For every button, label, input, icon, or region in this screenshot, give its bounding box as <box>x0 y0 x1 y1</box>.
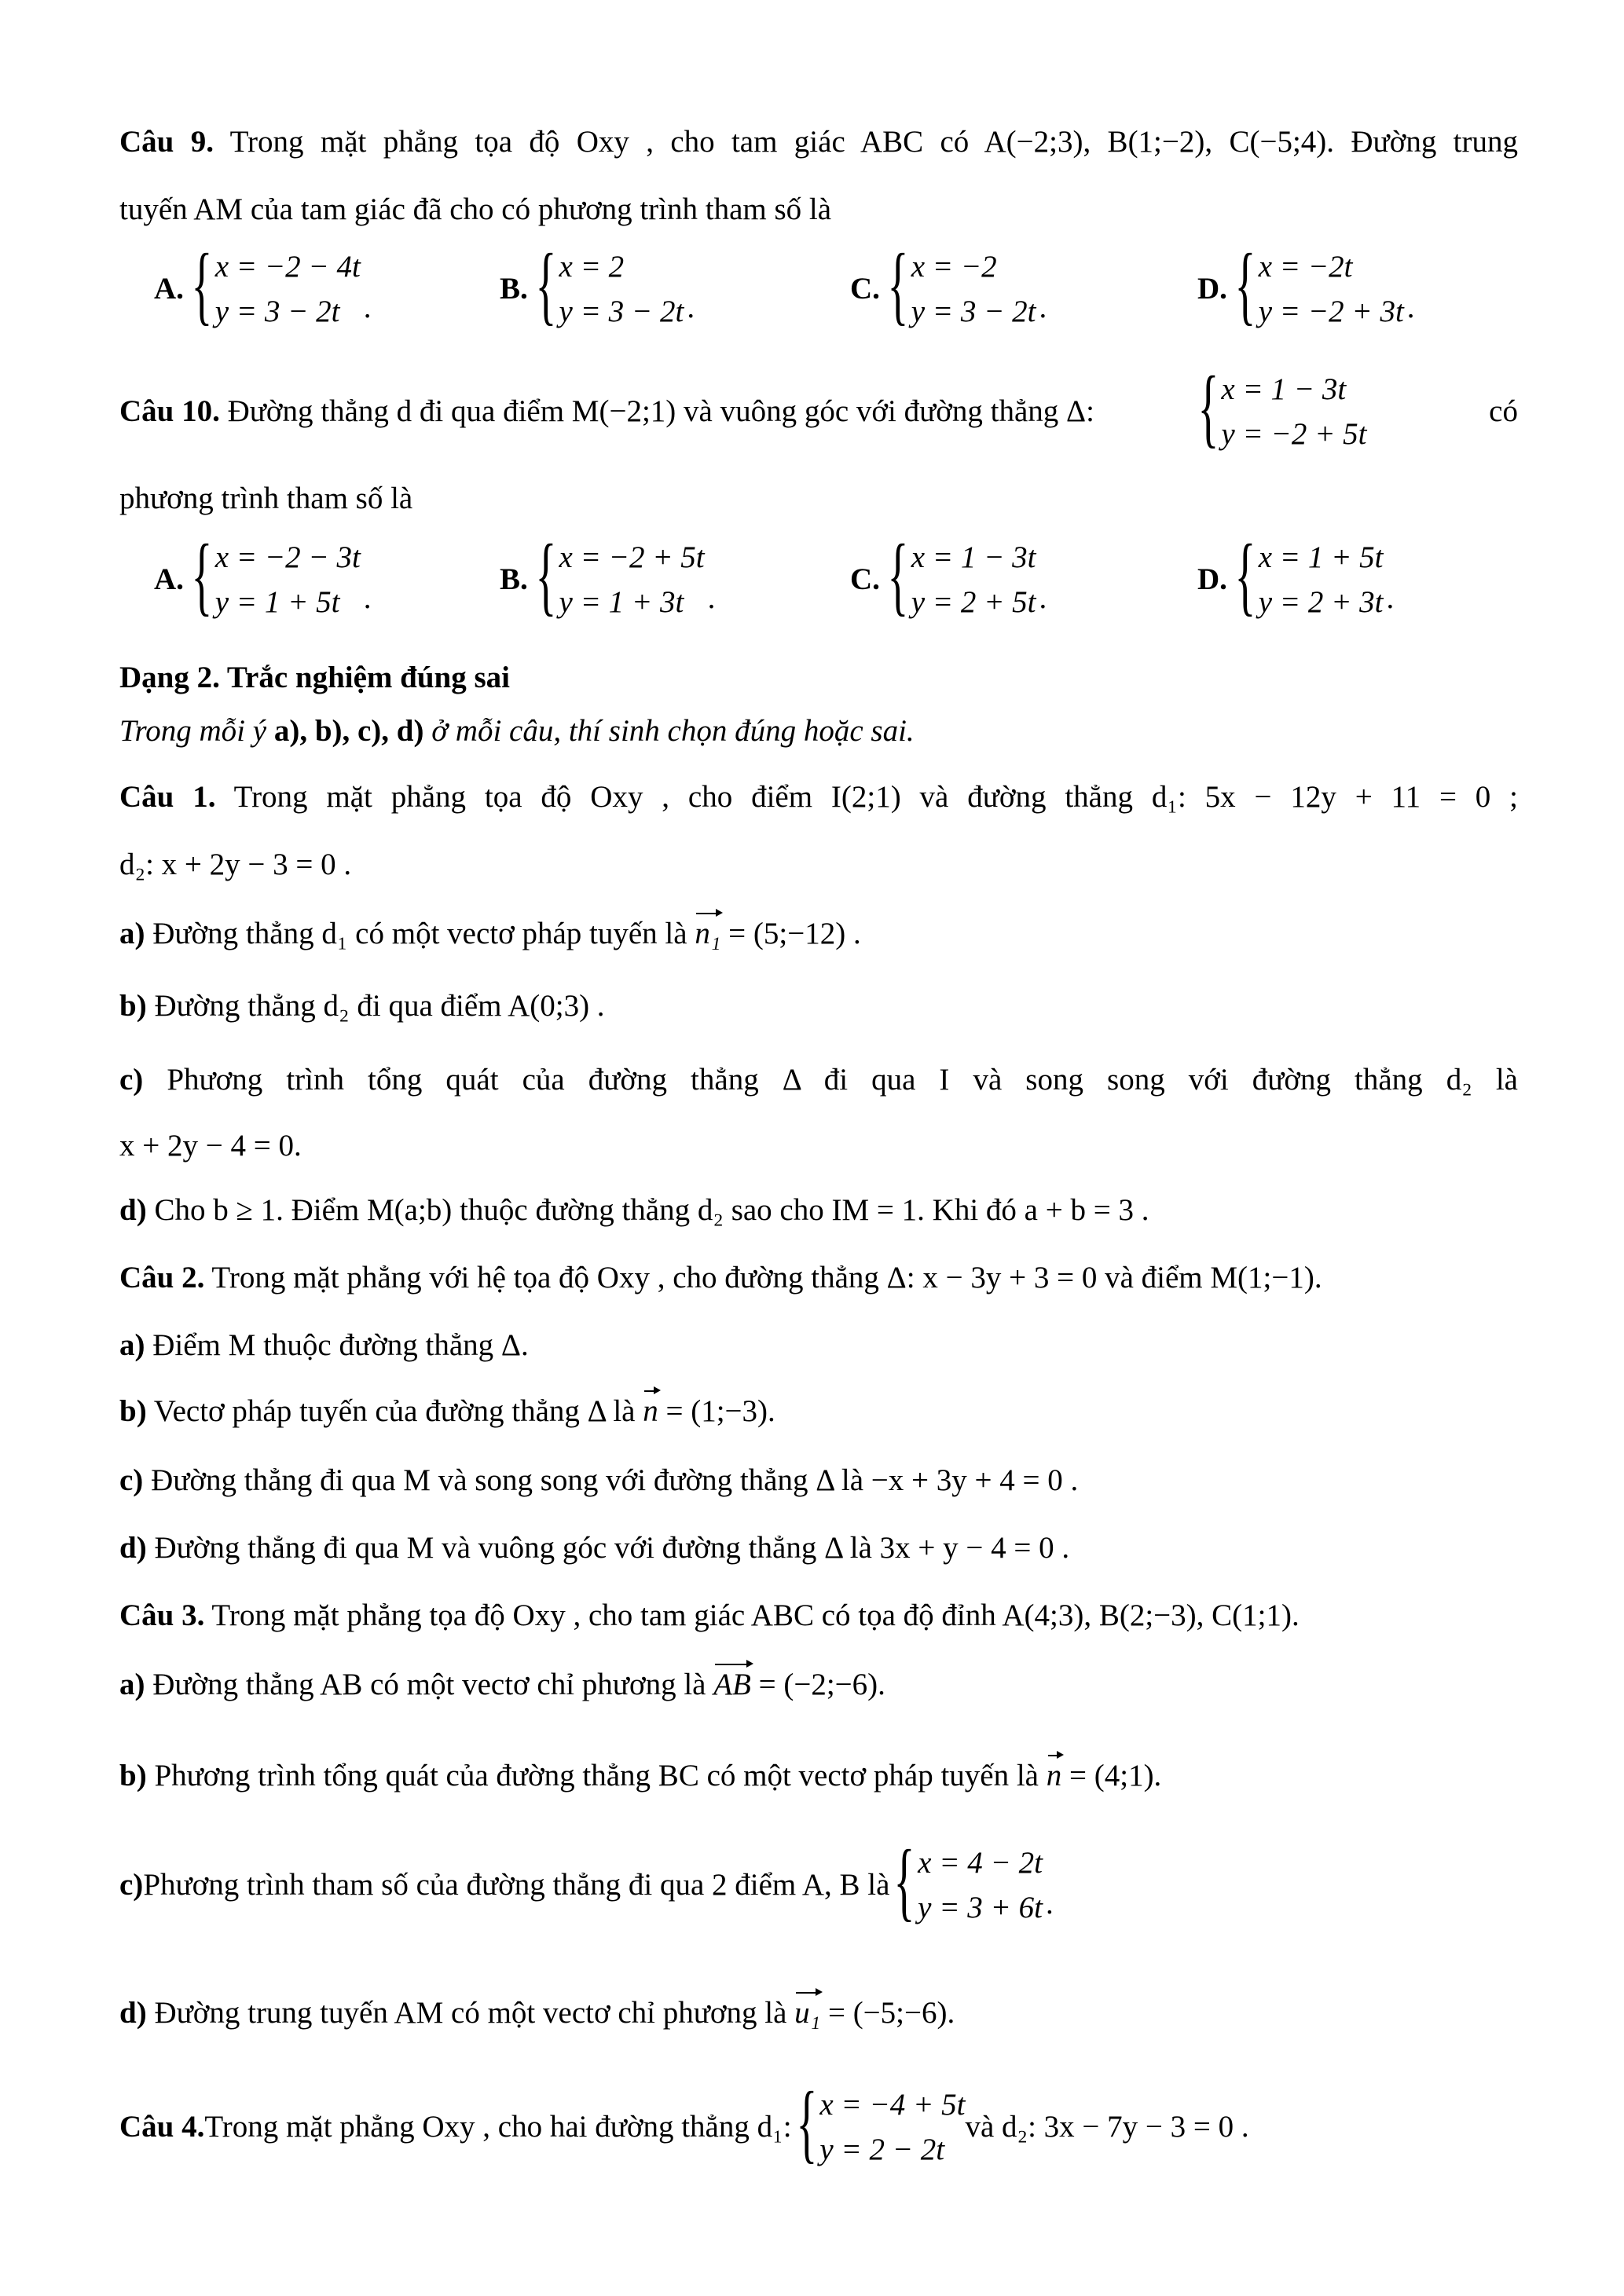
tf1-item-d[interactable]: d) Cho b ≥ 1. Điểm M(a;b) thuộc đường thẳng d₂ sao cho IM = 1. Khi đó a + b = 3 . <box>119 1193 1149 1227</box>
q9-text-1: Trong mặt phẳng tọa độ Oxy , cho tam giác ABC có A(−2;3), B(1;−2), C(−5;4). Đường trung <box>213 125 1518 159</box>
q10-delta-system: { x = 1 − 3t y = −2 + 5t <box>1197 358 1367 456</box>
tf2-item-d[interactable]: d) Đường thẳng đi qua M và vuông góc với đường thẳng Δ là 3x + y − 4 = 0 . <box>119 1531 1070 1565</box>
vector-n: n <box>643 1393 658 1430</box>
tf1-item-a[interactable]: a) Đường thẳng d₁ có một vectơ pháp tuyến là n₁ = (5;−12) . <box>119 916 1518 953</box>
tf3-c-system: { x = 4 − 2t y = 3 + 6t . <box>893 1832 1054 1930</box>
q9-option-b[interactable]: B. { x = 2 y = 3 − 2t . <box>500 236 695 334</box>
q9-option-a-system: { x = −2 − 4t y = 3 − 2t . <box>191 236 372 334</box>
tf1-item-b[interactable]: b) Đường thẳng d₂ đi qua điểm A(0;3) . <box>119 989 605 1023</box>
q10-option-b-system: { x = −2 + 5t y = 1 + 3t . <box>535 526 716 624</box>
q10-option-c-system: { x = 1 − 3t y = 2 + 5t . <box>887 526 1047 624</box>
tf4-label: Câu 4. <box>119 2110 205 2144</box>
tf1-item-c[interactable]: c) Phương trình tổng quát của đường thẳng Δ đi qua I và song song với đường thẳng d₂ là <box>119 1063 1518 1097</box>
tf2-line-1: Câu 2. Trong mặt phẳng với hệ tọa độ Oxy , cho đường thẳng Δ: x − 3y + 3 = 0 và điểm M(1;−1). <box>119 1261 1322 1294</box>
tf3-item-b[interactable]: b) Phương trình tổng quát của đường thẳng BC có một vectơ pháp tuyến là n = (4;1). <box>119 1758 1518 1795</box>
tf1-item-c-cont: x + 2y − 4 = 0. <box>119 1129 302 1163</box>
tf2-item-a[interactable]: a) Điểm M thuộc đường thẳng Δ. <box>119 1328 529 1362</box>
vector-n: n <box>1047 1758 1062 1795</box>
q10-line-2: phương trình tham số là <box>119 482 413 515</box>
q9-option-a[interactable]: A. { x = −2 − 4t y = 3 − 2t . <box>154 236 372 334</box>
tf3-item-d[interactable]: d) Đường trung tuyến AM có một vectơ chỉ phương là u₁ = (−5;−6). <box>119 1995 1518 2032</box>
q10-option-a-system: { x = −2 − 3t y = 1 + 5t . <box>191 526 372 624</box>
q10-option-d-system: { x = 1 + 5t y = 2 + 3t . <box>1234 526 1395 624</box>
q9-label: Câu 9. <box>119 125 214 159</box>
tf3-line-1: Câu 3. Trong mặt phẳng tọa độ Oxy , cho tam giác ABC có tọa độ đỉnh A(4;3), B(2;−3), C(1;1). <box>119 1598 1300 1632</box>
document-page <box>119 0 1518 2296</box>
q10-option-d[interactable]: D. { x = 1 + 5t y = 2 + 3t . <box>1197 526 1395 624</box>
tf1-line-2: d₂: x + 2y − 3 = 0 . <box>119 848 352 881</box>
q10-option-a[interactable]: A. { x = −2 − 3t y = 1 + 5t . <box>154 526 372 624</box>
tf4-d1-system: { x = −4 + 5t y = 2 − 2t <box>796 2074 966 2172</box>
q10-option-c[interactable]: C. { x = 1 − 3t y = 2 + 5t . <box>850 526 1047 624</box>
q10-option-b[interactable]: B. { x = −2 + 5t y = 1 + 3t . <box>500 526 716 624</box>
tf3-item-a[interactable]: a) Đường thẳng AB có một vectơ chỉ phương là AB = (−2;−6). <box>119 1667 1518 1704</box>
tf4-line-1: Câu 4. Trong mặt phẳng Oxy , cho hai đường thẳng d₁: { x = −4 + 5t y = 2 − 2t và d₂: 3x − 7y − 3 = 0 . <box>119 2074 1249 2172</box>
section-instruction: Trong mỗi ý a), b), c), d) ở mỗi câu, thí sinh chọn đúng hoặc sai. <box>119 714 915 748</box>
q9-option-c[interactable]: C. { x = −2 y = 3 − 2t . <box>850 236 1047 334</box>
q10-text-end: có <box>1489 394 1518 429</box>
tf1-label: Câu 1. <box>119 780 216 814</box>
vector-n1: n₁ <box>695 916 720 953</box>
q10-label: Câu 10. <box>119 394 220 429</box>
vector-ab: AB <box>713 1667 751 1704</box>
q9-line-2: tuyến AM của tam giác đã cho có phương trình tham số là <box>119 192 832 226</box>
q9-option-d[interactable]: D. { x = −2t y = −2 + 3t . <box>1197 236 1415 334</box>
tf2-label: Câu 2. <box>119 1261 205 1294</box>
q9-option-d-system: { x = −2t y = −2 + 3t . <box>1234 236 1415 334</box>
tf3-label: Câu 3. <box>119 1598 205 1632</box>
q9-option-b-system: { x = 2 y = 3 − 2t . <box>535 236 695 334</box>
q10-text-1: Đường thẳng d đi qua điểm M(−2;1) và vuông góc với đường thẳng Δ: <box>219 394 1094 429</box>
vector-u1: u₁ <box>794 1995 820 2032</box>
q10-line-1 <box>119 358 1518 456</box>
q9-option-c-system: { x = −2 y = 3 − 2t . <box>887 236 1047 334</box>
tf2-item-c[interactable]: c) Đường thẳng đi qua M và song song với đường thẳng Δ là −x + 3y + 4 = 0 . <box>119 1463 1079 1497</box>
tf2-item-b[interactable]: b) Vectơ pháp tuyến của đường thẳng Δ là n = (1;−3). <box>119 1393 1518 1430</box>
q9-line-1 <box>119 124 1518 161</box>
section-title: Dạng 2. Trắc nghiệm đúng sai <box>119 661 510 694</box>
tf1-line-1: Câu 1. Trong mặt phẳng tọa độ Oxy , cho điểm I(2;1) và đường thẳng d₁: 5x − 12y + 11 = 0 ; <box>119 780 1518 814</box>
tf3-item-c[interactable]: c) Phương trình tham số của đường thẳng đi qua 2 điểm A, B là { x = 4 − 2t y = 3 + 6t . <box>119 1832 1054 1930</box>
